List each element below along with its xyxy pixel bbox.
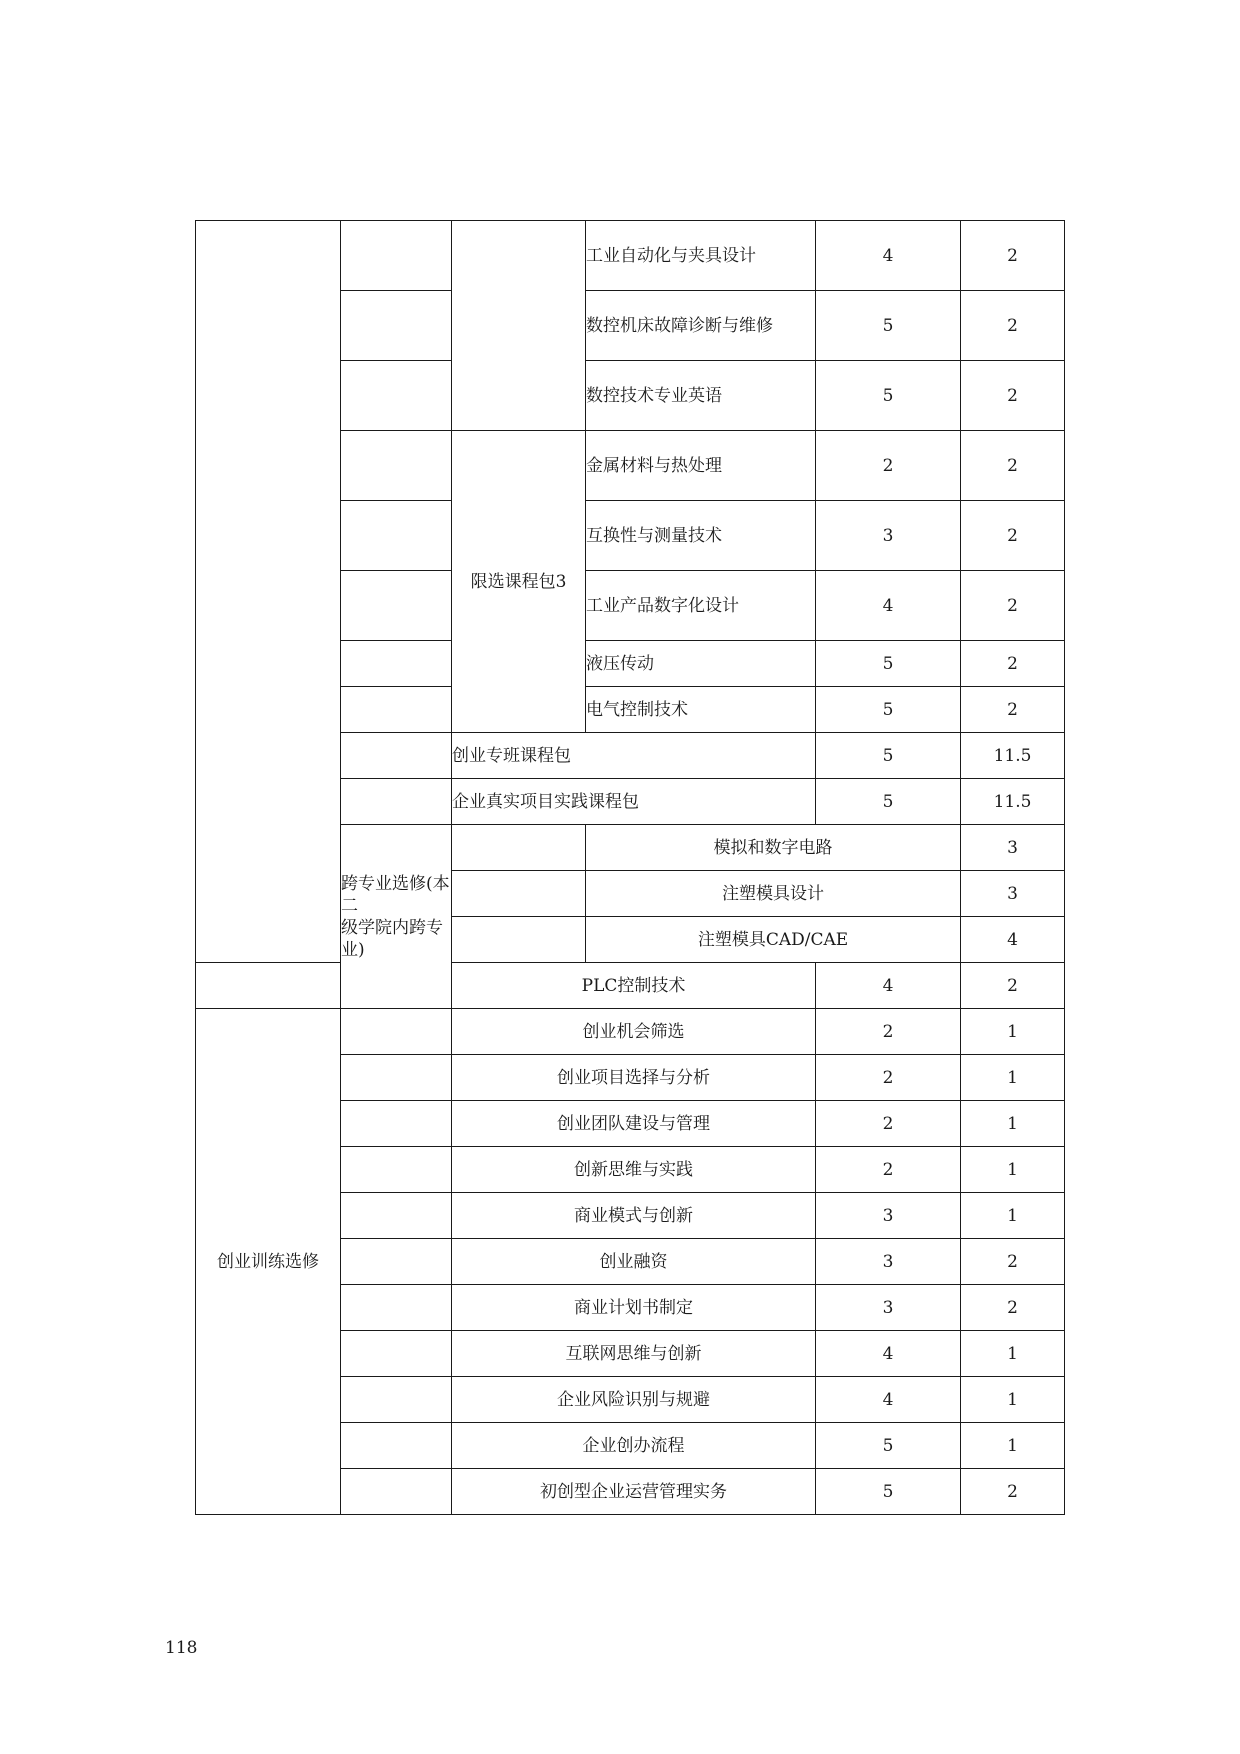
credits-cell: 2 — [961, 221, 1065, 291]
semester-cell: 4 — [816, 1377, 961, 1423]
package-cell-empty — [452, 221, 586, 431]
code-cell — [341, 1239, 452, 1285]
code-cell — [341, 501, 452, 571]
semester-cell: 2 — [816, 431, 961, 501]
semester-cell: 4 — [816, 1331, 961, 1377]
course-name: 金属材料与热处理 — [586, 431, 816, 501]
course-name: 企业风险识别与规避 — [452, 1377, 816, 1423]
code-cell — [452, 871, 586, 917]
semester-cell: 5 — [816, 291, 961, 361]
code-cell — [341, 1009, 452, 1055]
semester-cell: 5 — [816, 361, 961, 431]
semester-cell: 5 — [816, 733, 961, 779]
credits-cell: 1 — [961, 1009, 1065, 1055]
credits-cell: 1 — [961, 1423, 1065, 1469]
course-name: 注塑模具CAD/CAE — [586, 917, 961, 963]
course-name: 电气控制技术 — [586, 687, 816, 733]
semester-cell: 3 — [816, 1285, 961, 1331]
package-name: 创业专班课程包 — [452, 733, 816, 779]
semester-cell: 5 — [816, 687, 961, 733]
credits-cell: 2 — [961, 431, 1065, 501]
semester-cell: 5 — [816, 1423, 961, 1469]
credits-cell: 1 — [961, 1193, 1065, 1239]
course-name: 创业团队建设与管理 — [452, 1101, 816, 1147]
semester-cell: 3 — [816, 501, 961, 571]
category-label-line1: 跨专业选修(本二 — [341, 873, 450, 916]
credits-cell: 2 — [961, 641, 1065, 687]
table-row — [196, 221, 1065, 291]
table-row — [196, 1009, 1065, 1055]
semester-cell: 2 — [816, 1101, 961, 1147]
credits-cell: 1 — [961, 1101, 1065, 1147]
code-cell — [341, 687, 452, 733]
semester-cell: 3 — [961, 871, 1065, 917]
package-name: 企业真实项目实践课程包 — [452, 779, 816, 825]
course-name: 商业计划书制定 — [452, 1285, 816, 1331]
credits-cell: 2 — [961, 1285, 1065, 1331]
code-cell — [341, 733, 452, 779]
code-cell — [341, 1423, 452, 1469]
table-row — [196, 963, 1065, 1009]
code-cell — [341, 1331, 452, 1377]
category-cross-major — [341, 825, 452, 1009]
course-name: 液压传动 — [586, 641, 816, 687]
course-name: 数控技术专业英语 — [586, 361, 816, 431]
semester-cell: 2 — [816, 1055, 961, 1101]
credits-cell: 2 — [961, 1469, 1065, 1515]
semester-cell: 3 — [961, 825, 1065, 871]
credits-cell: 2 — [961, 361, 1065, 431]
code-cell — [341, 291, 452, 361]
code-cell — [341, 431, 452, 501]
category-entrepreneurship: 创业训练选修 — [196, 1009, 341, 1515]
code-cell — [341, 221, 452, 291]
credits-cell: 1 — [961, 1055, 1065, 1101]
code-cell — [341, 779, 452, 825]
course-name: 商业模式与创新 — [452, 1193, 816, 1239]
code-cell — [341, 1193, 452, 1239]
credits-cell: 1 — [961, 1147, 1065, 1193]
code-cell — [196, 963, 341, 1009]
course-name: 互联网思维与创新 — [452, 1331, 816, 1377]
category-cell-empty — [196, 221, 341, 963]
course-name: 初创型企业运营管理实务 — [452, 1469, 816, 1515]
course-name: 工业自动化与夹具设计 — [586, 221, 816, 291]
semester-cell: 5 — [816, 779, 961, 825]
course-name: 工业产品数字化设计 — [586, 571, 816, 641]
code-cell — [341, 1101, 452, 1147]
course-name: PLC控制技术 — [452, 963, 816, 1009]
credits-cell: 1 — [961, 1377, 1065, 1423]
semester-cell: 4 — [816, 963, 961, 1009]
category-label-line2: 级学院内跨专业) — [341, 917, 443, 960]
semester-cell: 5 — [816, 641, 961, 687]
course-name: 创新思维与实践 — [452, 1147, 816, 1193]
course-name: 互换性与测量技术 — [586, 501, 816, 571]
page-number: 118 — [165, 1638, 198, 1658]
credits-cell: 11.5 — [961, 779, 1065, 825]
credits-cell: 2 — [961, 1239, 1065, 1285]
course-name: 创业项目选择与分析 — [452, 1055, 816, 1101]
code-cell — [341, 1469, 452, 1515]
code-cell — [341, 1377, 452, 1423]
semester-cell: 5 — [816, 1469, 961, 1515]
code-cell — [341, 1285, 452, 1331]
code-cell — [452, 917, 586, 963]
semester-cell: 2 — [816, 1147, 961, 1193]
semester-cell: 4 — [816, 221, 961, 291]
code-cell — [341, 361, 452, 431]
credits-cell: 2 — [961, 571, 1065, 641]
credits-cell: 2 — [961, 963, 1065, 1009]
course-name: 创业融资 — [452, 1239, 816, 1285]
code-cell — [452, 825, 586, 871]
course-name: 创业机会筛选 — [452, 1009, 816, 1055]
course-name: 模拟和数字电路 — [586, 825, 961, 871]
code-cell — [341, 1055, 452, 1101]
semester-cell: 3 — [816, 1239, 961, 1285]
credits-cell: 2 — [961, 501, 1065, 571]
semester-cell: 4 — [816, 571, 961, 641]
semester-cell: 2 — [816, 1009, 961, 1055]
course-table — [195, 220, 1065, 1515]
code-cell — [341, 641, 452, 687]
course-name: 注塑模具设计 — [586, 871, 961, 917]
semester-cell: 4 — [961, 917, 1065, 963]
credits-cell: 11.5 — [961, 733, 1065, 779]
credits-cell: 2 — [961, 687, 1065, 733]
credits-cell: 2 — [961, 291, 1065, 361]
code-cell — [341, 571, 452, 641]
course-name: 数控机床故障诊断与维修 — [586, 291, 816, 361]
semester-cell: 3 — [816, 1193, 961, 1239]
course-name: 企业创办流程 — [452, 1423, 816, 1469]
package-label: 限选课程包3 — [452, 431, 586, 733]
credits-cell: 1 — [961, 1331, 1065, 1377]
code-cell — [341, 1147, 452, 1193]
